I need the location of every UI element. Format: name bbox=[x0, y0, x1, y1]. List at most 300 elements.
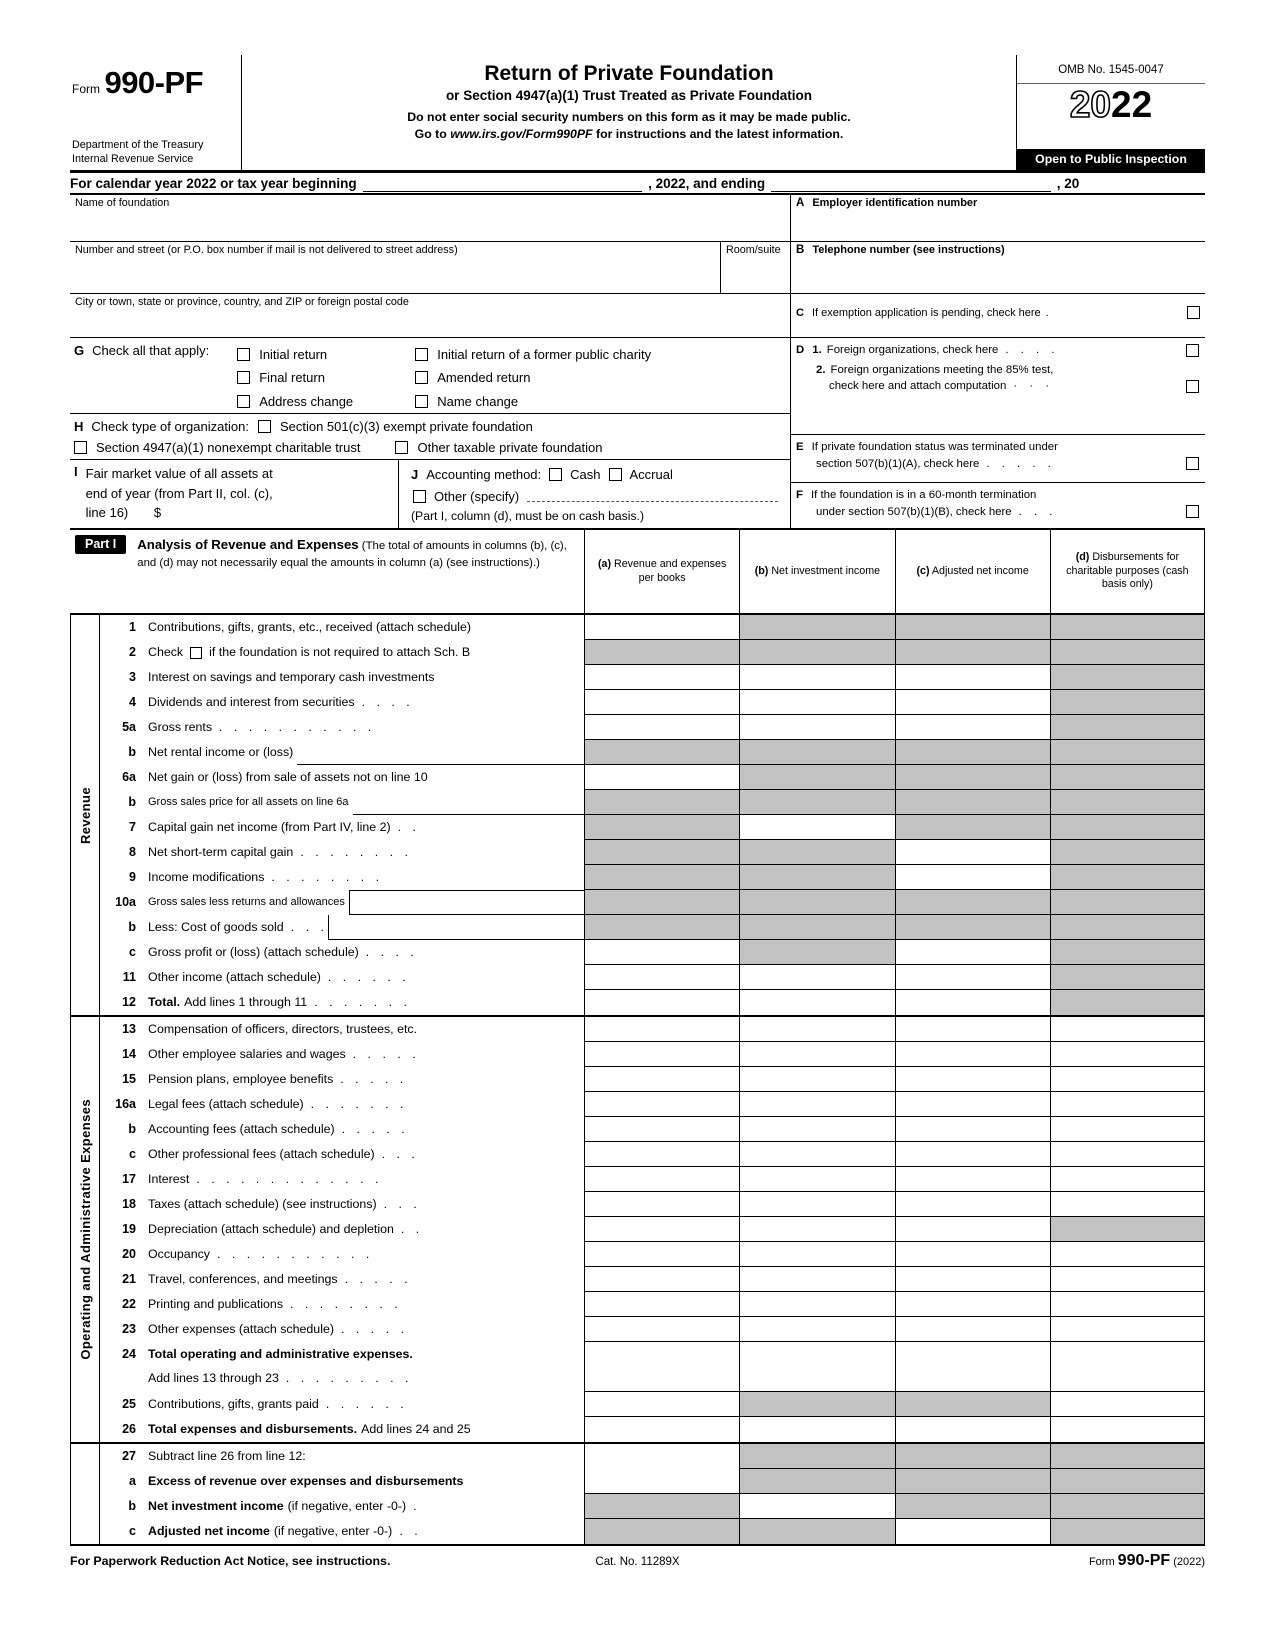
amount-cell-5a-d bbox=[1050, 715, 1205, 740]
section-f bbox=[791, 483, 1205, 526]
year-outline: 20 bbox=[1069, 84, 1111, 125]
section-e-letter: E bbox=[796, 441, 804, 453]
line-checkbox-2[interactable] bbox=[190, 647, 202, 659]
part1-line-16a bbox=[100, 1092, 1205, 1117]
irs-url[interactable]: www.irs.gov/Form990PF bbox=[450, 127, 593, 141]
amount-cell-12-c[interactable] bbox=[895, 990, 1050, 1015]
amount-cell-11-d bbox=[1050, 965, 1205, 990]
line-text-8: Net short-term capital gain bbox=[148, 845, 294, 859]
section-h bbox=[70, 414, 790, 460]
amount-cell-26-d[interactable] bbox=[1050, 1417, 1205, 1442]
initial-return-label: Initial return bbox=[259, 347, 328, 363]
org-501c3-label: Section 501(c)(3) exempt private foundation bbox=[279, 419, 533, 434]
accrual-method-label: Accrual bbox=[629, 466, 673, 482]
part1-line-5a bbox=[100, 715, 1205, 740]
line-text-13: Compensation of officers, directors, trustees, etc. bbox=[148, 1022, 418, 1036]
leader-dots-10b: . . . bbox=[290, 920, 324, 934]
amount-cell-10b-c bbox=[895, 915, 1050, 940]
amount-cell-16a-a[interactable] bbox=[584, 1092, 739, 1117]
amount-cell-6a-a[interactable] bbox=[584, 765, 739, 790]
amount-cell-22-b[interactable] bbox=[739, 1292, 894, 1317]
org-501c3-checkbox[interactable] bbox=[258, 420, 271, 433]
foreign-85-test-checkbox[interactable] bbox=[1186, 380, 1199, 393]
foundation-name-field[interactable] bbox=[70, 195, 790, 242]
amount-cell-27-b bbox=[739, 1444, 894, 1469]
line-number-9: 9 bbox=[129, 870, 136, 884]
amount-cell-5b-c bbox=[895, 740, 1050, 765]
accounting-method-label: Accounting method: bbox=[426, 466, 542, 482]
leader-dots-9: . . . . . . . . bbox=[271, 870, 380, 884]
expenses-sidebar-label: Operating and Administrative Expenses bbox=[77, 1099, 93, 1360]
leader-dots-16b: . . . . . bbox=[341, 1122, 405, 1136]
sixty-month-line2: under section 507(b)(1)(B), check here bbox=[816, 505, 1012, 518]
amount-cell-13-a[interactable] bbox=[584, 1017, 739, 1042]
amount-cell-4-b[interactable] bbox=[739, 690, 894, 715]
amount-cell-8-c[interactable] bbox=[895, 840, 1050, 865]
leader-dots-25: . . . . . . bbox=[325, 1397, 404, 1411]
amount-cell-25-c bbox=[895, 1392, 1050, 1417]
line-label-21 bbox=[148, 1267, 584, 1292]
amount-cell-10c-c[interactable] bbox=[895, 940, 1050, 965]
part1-line-10c bbox=[100, 940, 1205, 965]
tax-year-ending-field[interactable] bbox=[771, 175, 1051, 192]
amount-cell-27c-a bbox=[584, 1519, 739, 1544]
line-label-10a bbox=[148, 890, 584, 915]
section-j-letter: J bbox=[411, 466, 419, 482]
leader-dots-12: . . . . . . . bbox=[314, 995, 407, 1009]
telephone-label: Telephone number (see instructions) bbox=[812, 244, 1005, 256]
amount-cell-3-c[interactable] bbox=[895, 665, 1050, 690]
col-d-label: Disbursements for charitable purposes (cash basis only) bbox=[1066, 550, 1189, 591]
amount-cell-26-c[interactable] bbox=[895, 1417, 1050, 1442]
amount-cell-24-a[interactable] bbox=[584, 1342, 739, 1392]
amount-cell-18-d[interactable] bbox=[1050, 1192, 1205, 1217]
form-subtitle: or Section 4947(a)(1) Trust Treated as Private Foundation bbox=[445, 88, 813, 103]
exemption-pending-dots: . bbox=[1045, 306, 1049, 319]
leader-dots-11: . . . . . . bbox=[327, 970, 406, 984]
leader-dots-10c: . . . . bbox=[365, 945, 414, 959]
amount-cell-16a-c[interactable] bbox=[895, 1092, 1050, 1117]
org-4947a1-checkbox[interactable] bbox=[74, 441, 87, 454]
amount-cell-13-b[interactable] bbox=[739, 1017, 894, 1042]
line-text-7: Capital gain net income (from Part IV, line 2) bbox=[148, 820, 391, 834]
amount-cell-23-d[interactable] bbox=[1050, 1317, 1205, 1342]
status-terminated-line2: section 507(b)(1)(A), check here bbox=[816, 457, 980, 470]
amount-cell-21-c[interactable] bbox=[895, 1267, 1050, 1292]
line-label-18 bbox=[148, 1192, 584, 1217]
amount-cell-27a-b bbox=[739, 1469, 894, 1494]
expenses-sidebar bbox=[70, 1017, 100, 1442]
amount-cell-5b-a bbox=[584, 740, 739, 765]
line-label-9 bbox=[148, 865, 584, 890]
line-number-8: 8 bbox=[129, 845, 136, 859]
part1-line-12 bbox=[100, 990, 1205, 1015]
line-text-26: Add lines 24 and 25 bbox=[361, 1422, 471, 1436]
page-footer bbox=[70, 1546, 1205, 1570]
part1-line-14 bbox=[100, 1042, 1205, 1067]
part1-line-23 bbox=[100, 1317, 1205, 1342]
calendar-seg2: , 2022, and ending bbox=[648, 175, 766, 191]
amount-cell-27c-d bbox=[1050, 1519, 1205, 1544]
amount-cell-9-a bbox=[584, 865, 739, 890]
ein-field[interactable] bbox=[790, 195, 1205, 242]
name-change-label: Name change bbox=[437, 393, 519, 409]
amount-cell-14-a[interactable] bbox=[584, 1042, 739, 1067]
amount-cell-20-d[interactable] bbox=[1050, 1242, 1205, 1267]
line-number-27c: c bbox=[129, 1524, 136, 1538]
column-d-header bbox=[1050, 530, 1205, 613]
amount-cell-16c-a[interactable] bbox=[584, 1142, 739, 1167]
amount-cell-16b-b[interactable] bbox=[739, 1117, 894, 1142]
initial-return-checkbox[interactable] bbox=[237, 348, 250, 361]
col-a-label: Revenue and expenses per books bbox=[613, 557, 727, 584]
amount-cell-15-b[interactable] bbox=[739, 1067, 894, 1092]
ssn-warning: Do not enter social security numbers on this form as it may be made public. bbox=[407, 110, 851, 124]
line-number-24: 24 bbox=[122, 1347, 136, 1361]
part1-line-18 bbox=[100, 1192, 1205, 1217]
line-text-16b: Accounting fees (attach schedule) bbox=[148, 1122, 335, 1136]
line-number-10c: c bbox=[129, 945, 136, 959]
line-number-5b: b bbox=[128, 745, 136, 759]
amount-cell-16b-c[interactable] bbox=[895, 1117, 1050, 1142]
amount-cell-20-a[interactable] bbox=[584, 1242, 739, 1267]
name-change-checkbox[interactable] bbox=[415, 395, 428, 408]
amount-cell-19-a[interactable] bbox=[584, 1217, 739, 1242]
line-number-3: 3 bbox=[129, 670, 136, 684]
sixty-month-line1: If the foundation is in a 60-month termination bbox=[810, 489, 1037, 501]
line-number-20: 20 bbox=[122, 1247, 136, 1261]
amount-cell-10a-c bbox=[895, 890, 1050, 915]
foreign-85-test-line2: check here and attach computation bbox=[829, 380, 1007, 393]
amount-cell-27-d bbox=[1050, 1444, 1205, 1469]
amount-cell-23-b[interactable] bbox=[739, 1317, 894, 1342]
tax-year bbox=[1017, 85, 1205, 126]
line-label-5b bbox=[148, 740, 584, 765]
line-text-3: Interest on savings and temporary cash investments bbox=[148, 670, 435, 684]
amount-cell-27b-b[interactable] bbox=[739, 1494, 894, 1519]
address-change-checkbox[interactable] bbox=[237, 395, 250, 408]
form-number: 990-PF bbox=[104, 65, 204, 100]
amount-cell-21-d[interactable] bbox=[1050, 1267, 1205, 1292]
line-text-27c: (if negative, enter -0-) bbox=[273, 1524, 393, 1538]
former-public-charity-option bbox=[415, 343, 651, 366]
goto-instructions bbox=[252, 127, 1006, 141]
telephone-field[interactable] bbox=[790, 242, 1205, 294]
amount-cell-13-c[interactable] bbox=[895, 1017, 1050, 1042]
room-suite-field[interactable] bbox=[720, 242, 790, 294]
amount-cell-17-d[interactable] bbox=[1050, 1167, 1205, 1192]
amount-cell-6b-a bbox=[584, 790, 739, 815]
col-b-letter: (b) bbox=[754, 564, 769, 577]
amount-cell-14-b[interactable] bbox=[739, 1042, 894, 1067]
line-number-22: 22 bbox=[122, 1297, 136, 1311]
goto-pre: Go to bbox=[414, 127, 451, 141]
line-label-7 bbox=[148, 815, 584, 840]
address-change-label: Address change bbox=[259, 393, 354, 409]
line-text-18: Taxes (attach schedule) (see instructions) bbox=[148, 1197, 377, 1211]
amount-cell-24-b[interactable] bbox=[739, 1342, 894, 1392]
amount-cell-20-c[interactable] bbox=[895, 1242, 1050, 1267]
line-number-25: 25 bbox=[122, 1397, 136, 1411]
other-method-specify-field[interactable] bbox=[527, 490, 778, 502]
open-to-public-badge: Open to Public Inspection bbox=[1017, 149, 1205, 170]
city-state-zip-field[interactable] bbox=[70, 294, 790, 338]
fmv-line1: Fair market value of all assets at bbox=[85, 466, 273, 481]
amount-cell-17-b[interactable] bbox=[739, 1167, 894, 1192]
amount-cell-3-d bbox=[1050, 665, 1205, 690]
amount-cell-12-a[interactable] bbox=[584, 990, 739, 1015]
leader-dots-4: . . . . bbox=[361, 695, 410, 709]
d1-dots: . . . . bbox=[1005, 344, 1055, 356]
amount-cell-13-d[interactable] bbox=[1050, 1017, 1205, 1042]
leader-dots-27c: . . bbox=[399, 1524, 418, 1538]
part1-line-4 bbox=[100, 690, 1205, 715]
line-number-14: 14 bbox=[122, 1047, 136, 1061]
part1-line-17 bbox=[100, 1167, 1205, 1192]
line-number-21: 21 bbox=[122, 1272, 136, 1286]
line-label-17 bbox=[148, 1167, 584, 1192]
d2-number: 2. bbox=[816, 363, 826, 376]
form-word: Form bbox=[72, 82, 100, 96]
amended-return-label: Amended return bbox=[437, 370, 531, 386]
part1-line-9 bbox=[100, 865, 1205, 890]
amount-cell-16c-b[interactable] bbox=[739, 1142, 894, 1167]
amount-cell-7-b[interactable] bbox=[739, 815, 894, 840]
section-f-letter: F bbox=[796, 489, 803, 501]
amount-cell-5a-c[interactable] bbox=[895, 715, 1050, 740]
line-pre-2: Check bbox=[148, 645, 184, 659]
line-text-12: Add lines 1 through 11 bbox=[184, 995, 308, 1009]
street-address-field[interactable] bbox=[70, 242, 720, 294]
section-h-letter: H bbox=[74, 419, 84, 434]
amount-cell-5a-b[interactable] bbox=[739, 715, 894, 740]
amount-cell-3-a[interactable] bbox=[584, 665, 739, 690]
part1-line-3 bbox=[100, 665, 1205, 690]
foreign-85-test-line1: Foreign organizations meeting the 85% test, bbox=[830, 363, 1054, 376]
amount-cell-2-b bbox=[739, 640, 894, 665]
identity-block bbox=[70, 195, 1205, 338]
amount-cell-20-b[interactable] bbox=[739, 1242, 894, 1267]
leader-dots-18: . . . bbox=[383, 1197, 417, 1211]
writein-box-10b[interactable] bbox=[328, 915, 584, 940]
line-text-2: if the foundation is not required to attach Sch. B bbox=[209, 645, 471, 659]
amount-cell-10b-d bbox=[1050, 915, 1205, 940]
amount-cell-15-d[interactable] bbox=[1050, 1067, 1205, 1092]
part1-description: (The total of amounts in columns (b), (c), and (d) may not necessarily equal the amounts in column (a) (see instructions).) bbox=[137, 540, 567, 569]
line-label-27 bbox=[148, 1444, 584, 1469]
amount-cell-11-a[interactable] bbox=[584, 965, 739, 990]
org-other-taxable-checkbox[interactable] bbox=[395, 441, 408, 454]
part1-line-7 bbox=[100, 815, 1205, 840]
leader-dots-19: . . bbox=[400, 1222, 420, 1236]
amount-cell-4-c[interactable] bbox=[895, 690, 1050, 715]
amount-cell-25-a[interactable] bbox=[584, 1392, 739, 1417]
cash-method-checkbox[interactable] bbox=[549, 468, 562, 481]
line-number-4: 4 bbox=[129, 695, 136, 709]
exemption-pending-checkbox[interactable] bbox=[1187, 306, 1200, 319]
sixty-month-checkbox[interactable] bbox=[1186, 505, 1199, 518]
line-text-10a: Gross sales less returns and allowances bbox=[148, 896, 345, 908]
line-text-23: Other expenses (attach schedule) bbox=[148, 1322, 334, 1336]
amount-cell-19-c[interactable] bbox=[895, 1217, 1050, 1242]
amount-cell-27c-b bbox=[739, 1519, 894, 1544]
amount-cell-10c-d bbox=[1050, 940, 1205, 965]
line-label-16c bbox=[148, 1142, 584, 1167]
amount-cell-17-a[interactable] bbox=[584, 1167, 739, 1192]
amount-cell-1-a[interactable] bbox=[584, 615, 739, 640]
amount-cell-4-a[interactable] bbox=[584, 690, 739, 715]
leader-dots-16a: . . . . . . . bbox=[310, 1097, 404, 1111]
amount-cell-16c-c[interactable] bbox=[895, 1142, 1050, 1167]
line-text-22: Printing and publications bbox=[148, 1297, 284, 1311]
amount-cell-16c-d[interactable] bbox=[1050, 1142, 1205, 1167]
amount-cell-18-a[interactable] bbox=[584, 1192, 739, 1217]
accrual-method-checkbox[interactable] bbox=[609, 468, 622, 481]
dept-treasury-label: Department of the Treasury bbox=[72, 138, 204, 151]
line-label-15 bbox=[148, 1067, 584, 1092]
amount-cell-26-a[interactable] bbox=[584, 1417, 739, 1442]
part1-title: Analysis of Revenue and Expenses bbox=[137, 537, 359, 552]
amount-cell-21-b[interactable] bbox=[739, 1267, 894, 1292]
amount-cell-26-b[interactable] bbox=[739, 1417, 894, 1442]
amount-cell-24-c[interactable] bbox=[895, 1342, 1050, 1392]
amount-cell-16a-d[interactable] bbox=[1050, 1092, 1205, 1117]
amount-cell-18-b[interactable] bbox=[739, 1192, 894, 1217]
amount-cell-9-c[interactable] bbox=[895, 865, 1050, 890]
street-address-label: Number and street (or P.O. box number if mail is not delivered to street address) bbox=[75, 244, 458, 256]
amount-cell-16b-a[interactable] bbox=[584, 1117, 739, 1142]
amount-cell-6a-b bbox=[739, 765, 894, 790]
amount-cell-5b-b bbox=[739, 740, 894, 765]
amount-cell-12-b[interactable] bbox=[739, 990, 894, 1015]
former-public-charity-label: Initial return of a former public charity bbox=[437, 347, 652, 363]
fmv-dollar-sign: $ bbox=[153, 505, 162, 520]
amount-cell-16b-d[interactable] bbox=[1050, 1117, 1205, 1142]
part1-line-27 bbox=[100, 1444, 1205, 1469]
leader-dots-22: . . . . . . . . bbox=[290, 1297, 398, 1311]
status-terminated-checkbox[interactable] bbox=[1186, 457, 1199, 470]
amount-cell-14-d[interactable] bbox=[1050, 1042, 1205, 1067]
org-other-taxable-label: Other taxable private foundation bbox=[417, 440, 603, 455]
org-4947a1-label: Section 4947(a)(1) nonexempt charitable trust bbox=[96, 440, 361, 455]
amount-cell-11-c[interactable] bbox=[895, 965, 1050, 990]
line-label-bold-24: Total operating and administrative expenses. bbox=[148, 1347, 413, 1361]
line-text-25: Contributions, gifts, grants paid bbox=[148, 1397, 319, 1411]
amount-cell-17-c[interactable] bbox=[895, 1167, 1050, 1192]
line-number-10b: b bbox=[128, 920, 136, 934]
form-title: Return of Private Foundation bbox=[484, 62, 774, 85]
line-text-4: Dividends and interest from securities bbox=[148, 695, 355, 709]
amended-return-checkbox[interactable] bbox=[415, 371, 428, 384]
final-return-label: Final return bbox=[259, 370, 325, 386]
line-text-9: Income modifications bbox=[148, 870, 265, 884]
org-type-label: Check type of organization: bbox=[91, 419, 249, 434]
other-method-label: Other (specify) bbox=[434, 488, 520, 504]
final-return-checkbox[interactable] bbox=[237, 371, 250, 384]
amount-cell-25-b bbox=[739, 1392, 894, 1417]
amount-cell-1-b bbox=[739, 615, 894, 640]
line-number-10a: 10a bbox=[115, 895, 136, 909]
former-public-charity-checkbox[interactable] bbox=[415, 348, 428, 361]
amount-cell-3-b[interactable] bbox=[739, 665, 894, 690]
omb-number: OMB No. 1545-0047 bbox=[1017, 55, 1205, 84]
other-method-checkbox[interactable] bbox=[413, 490, 426, 503]
amount-cell-10b-b bbox=[739, 915, 894, 940]
line-text-27: Subtract line 26 from line 12: bbox=[148, 1449, 306, 1463]
line-number-15: 15 bbox=[122, 1072, 136, 1086]
line-label-10b bbox=[148, 915, 584, 940]
amount-cell-27c-c[interactable] bbox=[895, 1519, 1050, 1544]
amount-cell-18-c[interactable] bbox=[895, 1192, 1050, 1217]
section-c-letter: C bbox=[796, 306, 804, 319]
tax-year-beginning-field[interactable] bbox=[363, 175, 643, 192]
catalog-number: Cat. No. 11289X bbox=[595, 1556, 680, 1568]
amount-cell-23-a[interactable] bbox=[584, 1317, 739, 1342]
form-title-block bbox=[242, 55, 1017, 170]
form-number-block bbox=[70, 55, 242, 170]
amount-cell-15-a[interactable] bbox=[584, 1067, 739, 1092]
amount-cell-10c-a[interactable] bbox=[584, 940, 739, 965]
amount-cell-15-c[interactable] bbox=[895, 1067, 1050, 1092]
amount-cell-25-d[interactable] bbox=[1050, 1392, 1205, 1417]
line-label-19 bbox=[148, 1217, 584, 1242]
line-number-2: 2 bbox=[129, 645, 136, 659]
writein-box-10a[interactable] bbox=[349, 890, 584, 915]
line-label-22 bbox=[148, 1292, 584, 1317]
amount-cell-24-d[interactable] bbox=[1050, 1342, 1205, 1392]
amount-cell-22-a[interactable] bbox=[584, 1292, 739, 1317]
form-footer-id bbox=[787, 1552, 1205, 1570]
amount-cell-22-c[interactable] bbox=[895, 1292, 1050, 1317]
line-label-6b bbox=[148, 790, 584, 815]
amount-cell-23-c[interactable] bbox=[895, 1317, 1050, 1342]
line-label-12 bbox=[148, 990, 584, 1015]
footer-form-number: 990-PF bbox=[1117, 1552, 1171, 1569]
line-label-bold-12: Total. bbox=[148, 995, 181, 1009]
amount-cell-11-b[interactable] bbox=[739, 965, 894, 990]
amount-cell-16a-b[interactable] bbox=[739, 1092, 894, 1117]
col-d-letter: (d) bbox=[1075, 550, 1090, 563]
leader-dots-27b: . bbox=[413, 1499, 417, 1513]
line-number-6a: 6a bbox=[122, 770, 136, 784]
line-text-21: Travel, conferences, and meetings bbox=[148, 1272, 338, 1286]
fmv-line2: end of year (from Part II, col. (c), bbox=[85, 485, 273, 501]
amount-cell-1-d bbox=[1050, 615, 1205, 640]
amount-cell-21-a[interactable] bbox=[584, 1267, 739, 1292]
line-number-1: 1 bbox=[129, 620, 136, 634]
amount-cell-27-a[interactable] bbox=[584, 1444, 739, 1469]
amount-cell-14-c[interactable] bbox=[895, 1042, 1050, 1067]
cash-basis-note: (Part I, column (d), must be on cash basis.) bbox=[411, 509, 645, 523]
amount-cell-5a-a[interactable] bbox=[584, 715, 739, 740]
d1-number: 1. bbox=[812, 344, 822, 356]
part1-title-block bbox=[137, 535, 576, 609]
leader-dots-8: . . . . . . . . bbox=[300, 845, 408, 859]
revenue-sidebar-label: Revenue bbox=[77, 786, 93, 844]
fmv-line3: line 16) bbox=[85, 505, 129, 520]
line-number-26: 26 bbox=[122, 1422, 136, 1436]
foundation-name-label: Name of foundation bbox=[75, 197, 170, 209]
amount-cell-27a-a[interactable] bbox=[584, 1469, 739, 1494]
foreign-org-checkbox[interactable] bbox=[1186, 344, 1199, 357]
leader-dots-14: . . . . . bbox=[352, 1047, 416, 1061]
amount-cell-22-d[interactable] bbox=[1050, 1292, 1205, 1317]
line-label-23 bbox=[148, 1317, 584, 1342]
line-label-bold-26: Total expenses and disbursements. bbox=[148, 1422, 358, 1436]
line-label-5a bbox=[148, 715, 584, 740]
line-text-10c: Gross profit or (loss) (attach schedule) bbox=[148, 945, 359, 959]
amount-cell-19-b[interactable] bbox=[739, 1217, 894, 1242]
